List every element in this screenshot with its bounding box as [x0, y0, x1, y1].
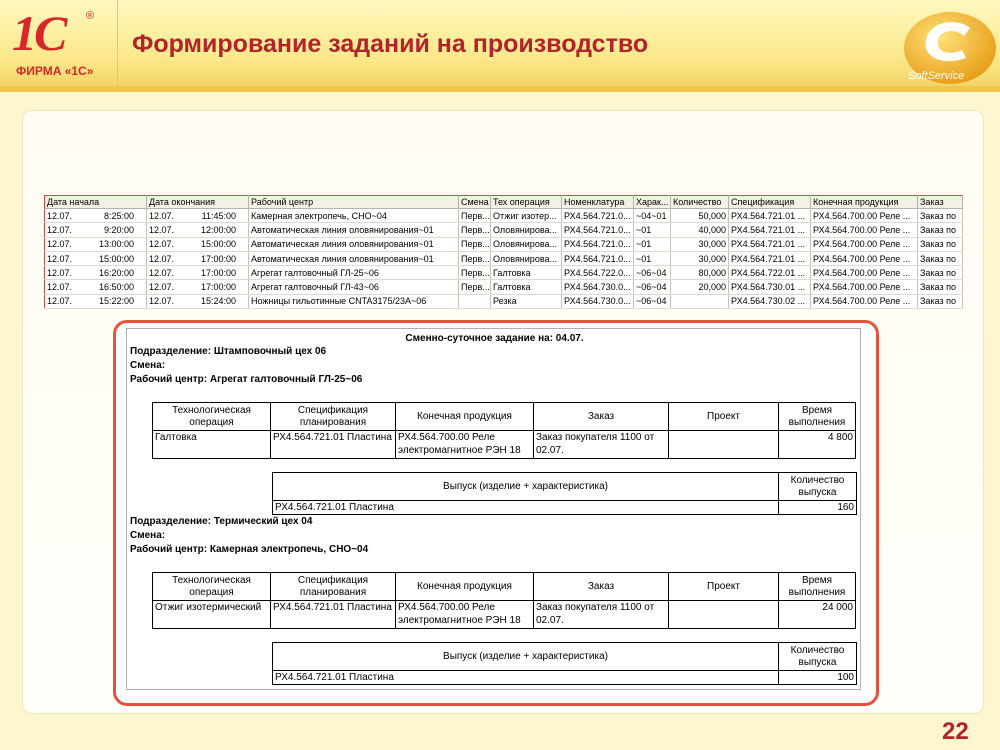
op-project	[669, 601, 779, 629]
cell-start-time: 16:20:00	[98, 267, 134, 278]
work-center-label: Рабочий центр: Камерная электропечь, СНО~04	[130, 544, 369, 555]
cell-shift: Перв...	[459, 209, 491, 223]
cell-start-time: 15:00:00	[98, 253, 134, 264]
slide-title: Формирование заданий на производство	[132, 30, 649, 58]
cell-end	[147, 280, 249, 294]
cell-quantity: 40,000	[671, 223, 729, 237]
col-start-date[interactable]: Дата начала	[45, 196, 147, 209]
out-header-output: Выпуск (изделие + характеристика)	[273, 643, 779, 671]
op-header-time: Время выполнения	[779, 573, 856, 601]
cell-start	[45, 280, 147, 294]
table-row[interactable]	[45, 209, 963, 223]
op-spec: РХ4.564.721.01 Пластина	[271, 601, 396, 629]
cell-end-date: 12.07.	[149, 296, 175, 307]
op-header-product: Конечная продукция	[396, 403, 534, 431]
op-project	[669, 431, 779, 459]
col-quantity[interactable]: Количество	[671, 196, 729, 209]
col-characteristic[interactable]: Харак...	[634, 196, 671, 209]
table-row[interactable]	[45, 251, 963, 265]
op-header-operation: Технологическая операция	[153, 573, 271, 601]
cell-operation: Оловянирова...	[491, 237, 562, 251]
cell-end-date: 12.07.	[149, 224, 175, 235]
out-item: РХ4.564.721.01 Пластина	[273, 501, 779, 515]
out-header-output: Выпуск (изделие + характеристика)	[273, 473, 779, 501]
col-operation[interactable]: Тех операция	[491, 196, 562, 209]
col-end-date[interactable]: Дата окончания	[147, 196, 249, 209]
cell-quantity: 30,000	[671, 237, 729, 251]
cell-specification: РХ4.564.730.02 ...	[729, 294, 811, 308]
cell-order: Заказ по	[918, 237, 963, 251]
out-item: РХ4.564.721.01 Пластина	[273, 671, 779, 685]
col-final-product[interactable]: Конечная продукция	[811, 196, 918, 209]
col-order[interactable]: Заказ	[918, 196, 963, 209]
op-header-product: Конечная продукция	[396, 573, 534, 601]
operations-table	[152, 402, 856, 459]
cell-nomenclature: РХ4.564.721.0...	[562, 223, 634, 237]
cell-characteristic: ~04~01	[634, 209, 671, 223]
logo-mark: 1С	[12, 5, 65, 61]
cell-start-date: 12.07.	[47, 224, 73, 235]
shift-label: Смена:	[130, 360, 166, 371]
cell-start-time: 15:22:00	[98, 296, 134, 307]
cell-work-center: Ножницы гильотинные CNTA3175/23А~06	[249, 294, 459, 308]
op-time: 4 800	[779, 431, 856, 459]
cell-start-date: 12.07.	[47, 267, 73, 278]
cell-quantity: 30,000	[671, 251, 729, 265]
cell-start	[45, 266, 147, 280]
out-qty: 100	[779, 671, 857, 685]
cell-shift: Перв...	[459, 266, 491, 280]
division-label: Подразделение: Термический цех 04	[130, 516, 313, 527]
cell-operation: Оловянирова...	[491, 251, 562, 265]
cell-end-time: 12:00:00	[200, 224, 236, 235]
cell-start	[45, 251, 147, 265]
cell-end-time: 15:24:00	[200, 296, 236, 307]
cell-end-date: 12.07.	[149, 253, 175, 264]
cell-operation: Галтовка	[491, 280, 562, 294]
cell-end-time: 15:00:00	[200, 239, 236, 250]
cell-shift: Перв...	[459, 223, 491, 237]
cell-specification: РХ4.564.721.01 ...	[729, 251, 811, 265]
operations-table	[152, 572, 856, 629]
op-order: Заказ покупателя 1100 от 02.07.	[534, 431, 669, 459]
op-spec: РХ4.564.721.01 Пластина	[271, 431, 396, 459]
cell-end	[147, 209, 249, 223]
cell-end-time: 17:00:00	[200, 282, 236, 293]
shift-task-report	[126, 328, 861, 690]
cell-quantity: 80,000	[671, 266, 729, 280]
cell-end-time: 17:00:00	[200, 253, 236, 264]
output-table	[272, 642, 857, 685]
op-operation: Галтовка	[153, 431, 271, 459]
output-row	[273, 671, 857, 685]
cell-quantity: 20,000	[671, 280, 729, 294]
cell-work-center: Автоматическая линия оловянирования~01	[249, 223, 459, 237]
cell-start-date: 12.07.	[47, 282, 73, 293]
cell-nomenclature: РХ4.564.730.0...	[562, 294, 634, 308]
cell-start-time: 8:25:00	[103, 210, 134, 221]
page-number: 22	[942, 718, 969, 745]
operation-row	[153, 601, 856, 629]
cell-final-product: РХ4.564.700.00 Реле ...	[811, 209, 918, 223]
op-header-order: Заказ	[534, 573, 669, 601]
cell-order: Заказ по	[918, 266, 963, 280]
cell-final-product: РХ4.564.700.00 Реле ...	[811, 294, 918, 308]
op-header-spec: Спецификация планирования	[271, 573, 396, 601]
cell-nomenclature: РХ4.564.722.0...	[562, 266, 634, 280]
cell-quantity: 50,000	[671, 209, 729, 223]
softservice-text: SoftService	[908, 70, 965, 82]
cell-shift: Перв...	[459, 251, 491, 265]
cell-characteristic: ~01	[634, 251, 671, 265]
op-header-project: Проект	[669, 573, 779, 601]
op-header-order: Заказ	[534, 403, 669, 431]
col-work-center[interactable]: Рабочий центр	[249, 196, 459, 209]
cell-work-center: Автоматическая линия оловянирования~01	[249, 237, 459, 251]
cell-specification: РХ4.564.722.01 ...	[729, 266, 811, 280]
cell-end-time: 17:00:00	[200, 267, 236, 278]
cell-order: Заказ по	[918, 294, 963, 308]
output-table	[272, 472, 857, 515]
cell-end-time: 11:45:00	[201, 210, 236, 221]
cell-characteristic: ~06~04	[634, 294, 671, 308]
cell-final-product: РХ4.564.700.00 Реле ...	[811, 237, 918, 251]
cell-operation: Галтовка	[491, 266, 562, 280]
cell-characteristic: ~01	[634, 223, 671, 237]
cell-end-date: 12.07.	[149, 282, 175, 293]
out-header-qty: Количество выпуска	[779, 643, 857, 671]
cell-shift	[459, 294, 491, 308]
cell-start-date: 12.07.	[47, 296, 73, 307]
cell-operation: Оловянирова...	[491, 223, 562, 237]
grid-body	[45, 209, 963, 309]
cell-end	[147, 294, 249, 308]
cell-end	[147, 223, 249, 237]
op-time: 24 000	[779, 601, 856, 629]
division-label: Подразделение: Штамповочный цех 06	[130, 346, 327, 357]
cell-final-product: РХ4.564.700.00 Реле ...	[811, 223, 918, 237]
logo-caption: ФИРМА «1С»	[16, 64, 94, 78]
out-header-qty: Количество выпуска	[779, 473, 857, 501]
output-row	[273, 501, 857, 515]
report-title: Сменно-суточное задание на: 04.07.	[405, 333, 584, 344]
cell-specification: РХ4.564.730.01 ...	[729, 280, 811, 294]
cell-start-date: 12.07.	[47, 239, 73, 250]
cell-end-date: 12.07.	[149, 267, 175, 278]
tasks-grid[interactable]	[44, 195, 963, 309]
cell-nomenclature: РХ4.564.721.0...	[562, 237, 634, 251]
cell-start	[45, 223, 147, 237]
cell-nomenclature: РХ4.564.721.0...	[562, 209, 634, 223]
cell-nomenclature: РХ4.564.721.0...	[562, 251, 634, 265]
work-center-label: Рабочий центр: Агрегат галтовочный ГЛ-25~06	[130, 374, 363, 385]
op-operation: Отжиг изотермический	[153, 601, 271, 629]
cell-nomenclature: РХ4.564.730.0...	[562, 280, 634, 294]
registered-mark: ®	[86, 10, 95, 22]
op-product: РХ4.564.700.00 Реле электромагнитное РЭН 18	[396, 601, 534, 629]
cell-order: Заказ по	[918, 223, 963, 237]
op-header-operation: Технологическая операция	[153, 403, 271, 431]
cell-quantity	[671, 294, 729, 308]
cell-work-center: Агрегат галтовочный ГЛ-43~06	[249, 280, 459, 294]
col-shift[interactable]: Смена	[459, 196, 491, 209]
cell-start	[45, 209, 147, 223]
cell-end-date: 12.07.	[149, 210, 175, 221]
cell-shift: Перв...	[459, 280, 491, 294]
op-product: РХ4.564.700.00 Реле электромагнитное РЭН 18	[396, 431, 534, 459]
cell-specification: РХ4.564.721.01 ...	[729, 223, 811, 237]
cell-order: Заказ по	[918, 251, 963, 265]
cell-start	[45, 294, 147, 308]
cell-start-time: 16:50:00	[98, 282, 134, 293]
op-header-project: Проект	[669, 403, 779, 431]
cell-work-center: Агрегат галтовочный ГЛ-25~06	[249, 266, 459, 280]
cell-start-time: 9:20:00	[103, 224, 134, 235]
op-header-time: Время выполнения	[779, 403, 856, 431]
cell-start-time: 13:00:00	[98, 239, 134, 250]
cell-end-date: 12.07.	[149, 239, 175, 250]
cell-characteristic: ~06~04	[634, 266, 671, 280]
shift-label: Смена:	[130, 530, 166, 541]
out-qty: 160	[779, 501, 857, 515]
cell-start	[45, 237, 147, 251]
cell-work-center: Камерная электропечь, СНО~04	[249, 209, 459, 223]
cell-start-date: 12.07.	[47, 253, 73, 264]
table-row[interactable]	[45, 237, 963, 251]
cell-final-product: РХ4.564.700.00 Реле ...	[811, 280, 918, 294]
col-specification[interactable]: Спецификация	[729, 196, 811, 209]
cell-order: Заказ по	[918, 209, 963, 223]
operation-row	[153, 431, 856, 459]
col-nomenclature[interactable]: Номенклатура	[562, 196, 634, 209]
cell-specification: РХ4.564.721.01 ...	[729, 237, 811, 251]
cell-work-center: Автоматическая линия оловянирования~01	[249, 251, 459, 265]
op-order: Заказ покупателя 1100 от 02.07.	[534, 601, 669, 629]
cell-final-product: РХ4.564.700.00 Реле ...	[811, 251, 918, 265]
slide-header	[0, 0, 1000, 92]
cell-start-date: 12.07.	[47, 210, 73, 221]
table-row[interactable]	[45, 266, 963, 280]
cell-end	[147, 237, 249, 251]
cell-specification: РХ4.564.721.01 ...	[729, 209, 811, 223]
cell-characteristic: ~06~04	[634, 280, 671, 294]
cell-characteristic: ~01	[634, 237, 671, 251]
1c-logo	[0, 0, 118, 86]
grid-header-row	[45, 196, 963, 209]
cell-shift: Перв...	[459, 237, 491, 251]
cell-operation: Отжиг изотер...	[491, 209, 562, 223]
table-row[interactable]	[45, 294, 963, 308]
table-row[interactable]	[45, 223, 963, 237]
cell-final-product: РХ4.564.700.00 Реле ...	[811, 266, 918, 280]
op-header-spec: Спецификация планирования	[271, 403, 396, 431]
cell-order: Заказ по	[918, 280, 963, 294]
table-row[interactable]	[45, 280, 963, 294]
cell-operation: Резка	[491, 294, 562, 308]
cell-end	[147, 251, 249, 265]
cell-end	[147, 266, 249, 280]
